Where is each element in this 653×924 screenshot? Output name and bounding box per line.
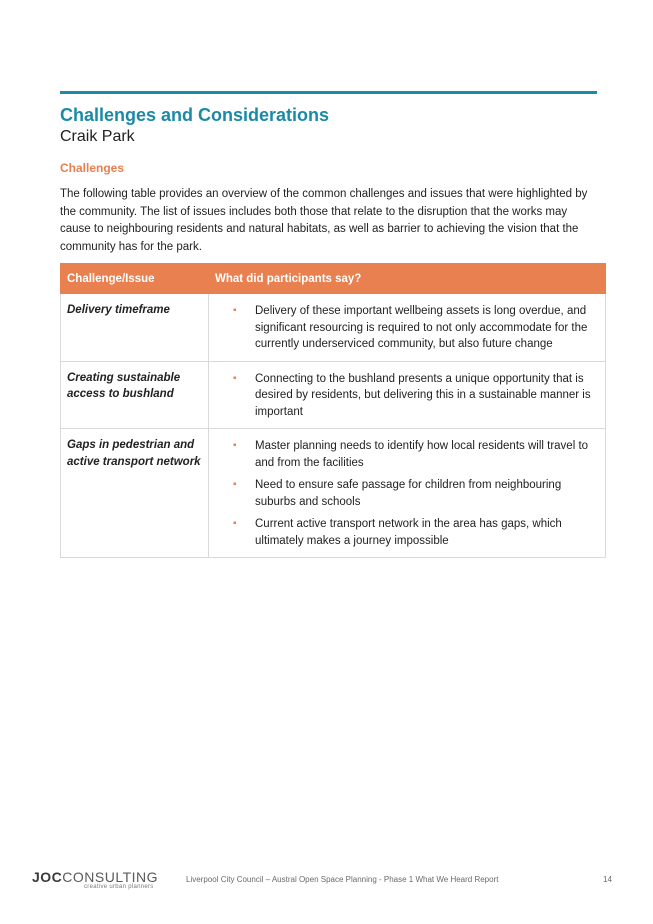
table-header-row [61, 264, 606, 294]
issue-cell: Creating sustainable access to bushland [61, 361, 209, 429]
bullet-item [231, 516, 595, 549]
footer-report-title: Liverpool City Council – Austral Open Space Planning - Phase 1 What We Heard Report [186, 875, 499, 884]
square-bullet-icon: ▪ [233, 305, 237, 316]
participants-cell [209, 294, 606, 362]
page-subtitle: Craik Park [60, 128, 135, 145]
issue-cell: Delivery timeframe [61, 294, 209, 362]
section-heading: Challenges [60, 161, 125, 175]
issue-cell: Gaps in pedestrian and active transport network [61, 429, 209, 558]
bullet-text: Delivery of these important wellbeing assets is long overdue, and significant resourcing is required to not only accommodate for the currently underserviced community, but also future change [255, 305, 588, 350]
participants-cell [209, 429, 606, 558]
page-footer [0, 866, 653, 896]
square-bullet-icon: ▪ [233, 372, 237, 384]
table-row [61, 294, 606, 362]
square-bullet-icon: ▪ [233, 440, 237, 451]
logo-consulting-text: CONSULTING [62, 869, 159, 885]
bullet-item [231, 438, 595, 471]
bullet-list [231, 371, 595, 421]
bullet-item [231, 477, 595, 510]
page-title: Challenges and Considerations [60, 105, 330, 125]
square-bullet-icon: ▪ [233, 479, 237, 490]
column-header-challenge: Challenge/Issue [61, 264, 209, 294]
bullet-text: Need to ensure safe passage for children from neighbouring suburbs and schools [255, 479, 562, 508]
table-row [61, 361, 606, 429]
top-rule [60, 91, 597, 94]
page-number: 14 [603, 875, 612, 884]
joc-consulting-logo [32, 870, 158, 890]
table-row [61, 429, 606, 558]
participants-cell [209, 361, 606, 429]
intro-paragraph: The following table provides an overview of the common challenges and issues that were highlighted by the community. The list of issues includes both those that relate to the disruption that the works may cause to neighbouring residents and natural habitats, as well as barrier to achieving the vision that the community has for the park. [60, 188, 588, 253]
bullet-item [231, 371, 595, 421]
column-header-participants: What did participants say? [209, 264, 606, 294]
bullet-text: Current active transport network in the area has gaps, which ultimately makes a journey impossible [255, 518, 562, 547]
logo-tagline: creative urban planners [84, 884, 154, 890]
square-bullet-icon: ▪ [233, 518, 237, 529]
bullet-text: Master planning needs to identify how local residents will travel to and from the facilities [255, 440, 589, 469]
challenges-table [60, 263, 606, 558]
logo-joc-text: JOC [32, 869, 63, 885]
bullet-item [231, 303, 595, 353]
bullet-text: Connecting to the bushland presents a unique opportunity that is desired by residents, but delivering this in a sustainable manner is important [255, 372, 591, 418]
bullet-list [231, 438, 595, 549]
bullet-list [231, 303, 595, 353]
